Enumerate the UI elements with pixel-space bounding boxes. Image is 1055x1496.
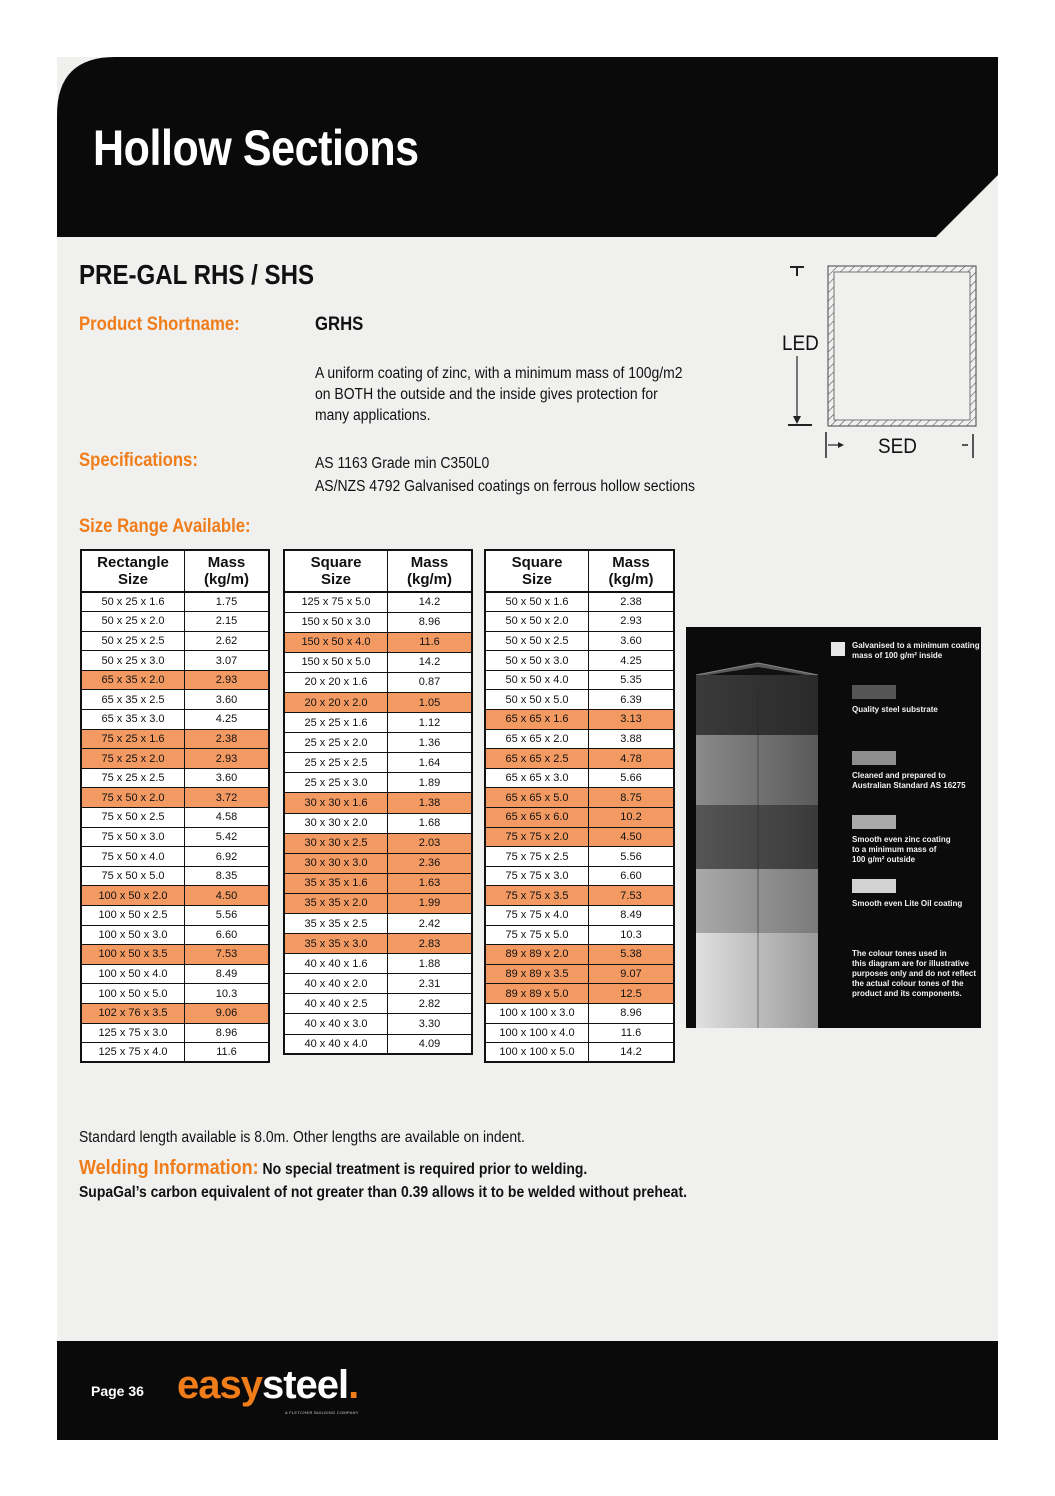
logo-tagline: A FLETCHER BUILDING COMPANY: [285, 1410, 359, 1415]
size-cell: 35 x 35 x 1.6: [284, 873, 388, 893]
shortname-label: Product Shortname:: [79, 314, 240, 335]
mass-cell: 3.60: [185, 768, 270, 788]
mass-cell: 3.60: [589, 631, 675, 651]
table-row: [81, 984, 269, 1004]
table-row: [485, 612, 674, 632]
mass-cell: 7.53: [185, 945, 270, 965]
table-row: [81, 612, 269, 632]
table-row: [485, 964, 674, 984]
note-line: product and its components.: [852, 989, 962, 998]
table-row: [284, 592, 472, 612]
mass-cell: 1.99: [388, 893, 473, 913]
mass-cell: 11.6: [185, 1043, 270, 1063]
size-cell: 65 x 35 x 2.0: [81, 670, 185, 690]
page-number: Page 36: [91, 1383, 144, 1399]
mass-cell: 1.75: [185, 592, 270, 612]
mass-cell: 0.87: [388, 672, 473, 692]
size-cell: 100 x 50 x 5.0: [81, 984, 185, 1004]
table-row: [81, 1023, 269, 1043]
col-header-size: Square Size: [485, 550, 589, 592]
mass-cell: 8.96: [388, 612, 473, 632]
table-row: [485, 906, 674, 926]
table-row: [81, 1043, 269, 1063]
size-range-label: Size Range Available:: [79, 516, 251, 537]
col-header-mass: Mass (kg/m): [185, 550, 270, 592]
table-row: [81, 964, 269, 984]
mass-cell: 9.07: [589, 964, 675, 984]
size-cell: 100 x 100 x 5.0: [485, 1043, 589, 1063]
mass-cell: 8.96: [185, 1023, 270, 1043]
note-line: Australian Standard AS 16275: [852, 781, 966, 790]
table-row: [485, 925, 674, 945]
square-size-table-1: [283, 549, 473, 1055]
size-cell: 35 x 35 x 3.0: [284, 934, 388, 954]
note-line: mass of 100 g/m² inside: [852, 651, 943, 660]
table-row: [485, 710, 674, 730]
welding-line-1: [79, 1157, 587, 1180]
size-cell: 35 x 35 x 2.0: [284, 893, 388, 913]
table-row: [485, 670, 674, 690]
size-cell: 75 x 75 x 5.0: [485, 925, 589, 945]
table-row: [284, 672, 472, 692]
table-row: [81, 788, 269, 808]
mass-cell: 12.5: [589, 984, 675, 1004]
table-row: [81, 925, 269, 945]
note-line: The colour tones used in: [852, 949, 947, 958]
table-row: [485, 945, 674, 965]
size-cell: 65 x 65 x 6.0: [485, 808, 589, 828]
size-cell: 75 x 50 x 2.5: [81, 808, 185, 828]
size-cell: 30 x 30 x 2.0: [284, 813, 388, 833]
welding-text-1: No special treatment is required prior to welding.: [258, 1161, 588, 1178]
mass-cell: 3.07: [185, 651, 270, 671]
table-row: [485, 690, 674, 710]
col-header-size: Rectangle Size: [81, 550, 185, 592]
table-row: [485, 749, 674, 769]
led-label: LED: [782, 332, 819, 355]
note-line: this diagram are for illustrative: [852, 959, 969, 968]
table-row: [485, 886, 674, 906]
mass-cell: 2.31: [388, 974, 473, 994]
mass-cell: 4.09: [388, 1034, 473, 1054]
mass-cell: 9.06: [185, 1003, 270, 1023]
mass-cell: 7.53: [589, 886, 675, 906]
footer-bar: [57, 1341, 998, 1440]
size-cell: 75 x 25 x 1.6: [81, 729, 185, 749]
mass-cell: 10.3: [589, 925, 675, 945]
mass-cell: 2.38: [589, 592, 675, 612]
mass-cell: 1.63: [388, 873, 473, 893]
size-cell: 25 x 25 x 1.6: [284, 713, 388, 733]
mass-cell: 2.36: [388, 853, 473, 873]
size-cell: 35 x 35 x 2.5: [284, 914, 388, 934]
document-page: [57, 57, 998, 1440]
mass-cell: 6.60: [185, 925, 270, 945]
size-cell: 50 x 25 x 3.0: [81, 651, 185, 671]
table-row: [284, 713, 472, 733]
logo-steel: steel: [261, 1363, 349, 1407]
table-row: [284, 1014, 472, 1034]
mass-cell: 1.68: [388, 813, 473, 833]
size-cell: 150 x 50 x 3.0: [284, 612, 388, 632]
size-cell: 75 x 50 x 4.0: [81, 847, 185, 867]
mass-cell: 5.35: [589, 670, 675, 690]
size-cell: 50 x 50 x 3.0: [485, 651, 589, 671]
shortname-value: GRHS: [315, 314, 364, 335]
note-inside-coating: [852, 641, 981, 661]
table-row: [485, 866, 674, 886]
logo-easy: easy: [177, 1363, 262, 1407]
mass-cell: 2.82: [388, 994, 473, 1014]
table-row: [284, 873, 472, 893]
mass-cell: 5.56: [185, 906, 270, 926]
note-cleaned: [852, 771, 981, 791]
note-zinc: [852, 835, 981, 865]
size-cell: 100 x 50 x 3.0: [81, 925, 185, 945]
note-disclaimer: [852, 949, 981, 999]
size-cell: 40 x 40 x 1.6: [284, 954, 388, 974]
table-row: [81, 729, 269, 749]
table-row: [81, 592, 269, 612]
table-row: [81, 670, 269, 690]
size-cell: 125 x 75 x 4.0: [81, 1043, 185, 1063]
note-line: to a minimum mass of: [852, 845, 937, 854]
easysteel-logo: [177, 1363, 358, 1408]
mass-cell: 5.42: [185, 827, 270, 847]
mass-cell: 5.56: [589, 847, 675, 867]
mass-cell: 1.12: [388, 713, 473, 733]
table-row: [81, 945, 269, 965]
mass-cell: 3.72: [185, 788, 270, 808]
size-cell: 50 x 50 x 2.5: [485, 631, 589, 651]
table-row: [485, 651, 674, 671]
size-cell: 65 x 65 x 2.0: [485, 729, 589, 749]
table-row: [81, 710, 269, 730]
table-row: [485, 847, 674, 867]
size-cell: 50 x 50 x 4.0: [485, 670, 589, 690]
swatch-oil: [852, 879, 896, 893]
size-cell: 100 x 50 x 4.0: [81, 964, 185, 984]
mass-cell: 8.49: [185, 964, 270, 984]
size-cell: 40 x 40 x 4.0: [284, 1034, 388, 1054]
specifications-label: Specifications:: [79, 450, 198, 471]
mass-cell: 8.75: [589, 788, 675, 808]
table-row: [81, 768, 269, 788]
size-cell: 89 x 89 x 2.0: [485, 945, 589, 965]
size-cell: 50 x 50 x 1.6: [485, 592, 589, 612]
table-row: [284, 652, 472, 672]
size-cell: 50 x 25 x 2.0: [81, 612, 185, 632]
mass-cell: 5.38: [589, 945, 675, 965]
mass-cell: 1.05: [388, 692, 473, 712]
size-cell: 102 x 76 x 3.5: [81, 1003, 185, 1023]
size-cell: 40 x 40 x 2.0: [284, 974, 388, 994]
table-row: [81, 749, 269, 769]
mass-cell: 1.64: [388, 753, 473, 773]
swatch-inside: [831, 642, 845, 656]
size-cell: 125 x 75 x 3.0: [81, 1023, 185, 1043]
mass-cell: 3.60: [185, 690, 270, 710]
table-row: [284, 793, 472, 813]
table-row: [81, 866, 269, 886]
table-row: [284, 753, 472, 773]
table-row: [284, 853, 472, 873]
sed-label: SED: [878, 435, 917, 458]
mass-cell: 1.36: [388, 733, 473, 753]
size-cell: 25 x 25 x 2.0: [284, 733, 388, 753]
table-row: [81, 1003, 269, 1023]
spec-line-1: AS 1163 Grade min C350L0: [315, 455, 490, 472]
mass-cell: 11.6: [589, 1023, 675, 1043]
size-cell: 30 x 30 x 1.6: [284, 793, 388, 813]
size-cell: 65 x 65 x 5.0: [485, 788, 589, 808]
size-cell: 89 x 89 x 5.0: [485, 984, 589, 1004]
mass-cell: 2.42: [388, 914, 473, 934]
logo-dot: .: [348, 1363, 359, 1407]
note-line: Smooth even zinc coating: [852, 835, 951, 844]
cross-section-drawing: [782, 262, 982, 462]
size-cell: 75 x 75 x 3.5: [485, 886, 589, 906]
size-cell: 100 x 50 x 2.5: [81, 906, 185, 926]
mass-cell: 3.30: [388, 1014, 473, 1034]
table-row: [284, 692, 472, 712]
note-line: Galvanised to a minimum coating: [852, 641, 980, 650]
table-row: [284, 612, 472, 632]
mass-cell: 10.2: [589, 808, 675, 828]
size-cell: 20 x 20 x 1.6: [284, 672, 388, 692]
size-cell: 75 x 75 x 2.5: [485, 847, 589, 867]
table-row: [284, 733, 472, 753]
size-cell: 125 x 75 x 5.0: [284, 592, 388, 612]
size-cell: 100 x 100 x 4.0: [485, 1023, 589, 1043]
table-row: [485, 729, 674, 749]
mass-cell: 6.60: [589, 866, 675, 886]
table-row: [284, 893, 472, 913]
mass-cell: 2.83: [388, 934, 473, 954]
size-cell: 50 x 50 x 2.0: [485, 612, 589, 632]
size-cell: 40 x 40 x 3.0: [284, 1014, 388, 1034]
product-heading: PRE-GAL RHS / SHS: [79, 259, 315, 290]
welding-text-2: SupaGal’s carbon equivalent of not greater than 0.39 allows it to be welded without preheat.: [79, 1184, 687, 1201]
page-title: Hollow Sections: [93, 120, 419, 176]
table-row: [485, 631, 674, 651]
size-cell: 75 x 25 x 2.5: [81, 768, 185, 788]
mass-cell: 1.38: [388, 793, 473, 813]
table-row: [284, 773, 472, 793]
size-cell: 30 x 30 x 2.5: [284, 833, 388, 853]
mass-cell: 14.2: [388, 592, 473, 612]
table-row: [485, 1043, 674, 1063]
table-row: [284, 632, 472, 652]
mass-cell: 5.66: [589, 768, 675, 788]
mass-cell: 2.93: [185, 749, 270, 769]
table-row: [284, 954, 472, 974]
size-cell: 50 x 25 x 1.6: [81, 592, 185, 612]
note-oil: Smooth even Lite Oil coating: [852, 899, 963, 908]
table-row: [485, 984, 674, 1004]
mass-cell: 4.58: [185, 808, 270, 828]
mass-cell: 3.13: [589, 710, 675, 730]
spec-line-2: AS/NZS 4792 Galvanised coatings on ferrous hollow sections: [315, 478, 695, 495]
mass-cell: 4.25: [589, 651, 675, 671]
mass-cell: 8.49: [589, 906, 675, 926]
note-line: 100 g/m² outside: [852, 855, 916, 864]
table-row: [81, 886, 269, 906]
mass-cell: 2.03: [388, 833, 473, 853]
mass-cell: 2.62: [185, 631, 270, 651]
size-cell: 150 x 50 x 5.0: [284, 652, 388, 672]
product-description: A uniform coating of zinc, with a minimum mass of 100g/m2 on BOTH the outside and the inside gives protection for many applications.: [315, 365, 683, 424]
mass-cell: 8.96: [589, 1003, 675, 1023]
size-cell: 65 x 65 x 2.5: [485, 749, 589, 769]
mass-cell: 6.39: [589, 690, 675, 710]
mass-cell: 1.89: [388, 773, 473, 793]
table-row: [284, 833, 472, 853]
mass-cell: 6.92: [185, 847, 270, 867]
col-header-mass: Mass (kg/m): [589, 550, 675, 592]
welding-label: Welding Information:: [79, 1157, 259, 1179]
mass-cell: 14.2: [589, 1043, 675, 1063]
size-cell: 65 x 65 x 3.0: [485, 768, 589, 788]
size-cell: 40 x 40 x 2.5: [284, 994, 388, 1014]
header-banner: [57, 57, 998, 237]
swatch-cleaned: [852, 751, 896, 765]
mass-cell: 4.78: [589, 749, 675, 769]
size-cell: 65 x 35 x 2.5: [81, 690, 185, 710]
table-row: [81, 651, 269, 671]
mass-cell: 4.50: [185, 886, 270, 906]
square-size-table-2: [484, 549, 675, 1063]
mass-cell: 2.15: [185, 612, 270, 632]
mass-cell: 2.38: [185, 729, 270, 749]
size-cell: 150 x 50 x 4.0: [284, 632, 388, 652]
size-cell: 65 x 65 x 1.6: [485, 710, 589, 730]
note-substrate: Quality steel substrate: [852, 705, 938, 714]
col-header-size: Square Size: [284, 550, 388, 592]
table-row: [81, 808, 269, 828]
col-header-mass: Mass (kg/m): [388, 550, 473, 592]
size-cell: 20 x 20 x 2.0: [284, 692, 388, 712]
table-row: [284, 813, 472, 833]
cross-section-diagram: [782, 262, 982, 462]
size-cell: 65 x 35 x 3.0: [81, 710, 185, 730]
mass-cell: 14.2: [388, 652, 473, 672]
size-cell: 75 x 75 x 4.0: [485, 906, 589, 926]
size-cell: 75 x 50 x 3.0: [81, 827, 185, 847]
standard-length-note: Standard length available is 8.0m. Other lengths are available on indent.: [79, 1129, 525, 1146]
size-cell: 25 x 25 x 3.0: [284, 773, 388, 793]
mass-cell: 2.93: [589, 612, 675, 632]
table-row: [485, 768, 674, 788]
mass-cell: 3.88: [589, 729, 675, 749]
size-cell: 75 x 50 x 2.0: [81, 788, 185, 808]
coating-illustration: [686, 627, 981, 1028]
mass-cell: 10.3: [185, 984, 270, 1004]
table-row: [485, 808, 674, 828]
size-cell: 100 x 50 x 3.5: [81, 945, 185, 965]
table-row: [81, 847, 269, 867]
size-cell: 89 x 89 x 3.5: [485, 964, 589, 984]
size-cell: 75 x 75 x 2.0: [485, 827, 589, 847]
mass-cell: 4.25: [185, 710, 270, 730]
mass-cell: 11.6: [388, 632, 473, 652]
table-row: [485, 592, 674, 612]
note-line: Cleaned and prepared to: [852, 771, 946, 780]
size-cell: 75 x 75 x 3.0: [485, 866, 589, 886]
swatch-substrate: [852, 685, 896, 699]
table-row: [284, 994, 472, 1014]
table-row: [485, 827, 674, 847]
note-line: purposes only and do not reflect: [852, 969, 977, 978]
table-row: [284, 914, 472, 934]
table-row: [284, 974, 472, 994]
table-row: [81, 690, 269, 710]
size-cell: 50 x 50 x 5.0: [485, 690, 589, 710]
tube-render: [686, 627, 826, 1028]
mass-cell: 4.50: [589, 827, 675, 847]
size-cell: 50 x 25 x 2.5: [81, 631, 185, 651]
size-cell: 30 x 30 x 3.0: [284, 853, 388, 873]
table-row: [81, 906, 269, 926]
size-cell: 100 x 100 x 3.0: [485, 1003, 589, 1023]
swatch-zinc: [852, 815, 896, 829]
mass-cell: 1.88: [388, 954, 473, 974]
table-row: [485, 1003, 674, 1023]
mass-cell: 8.35: [185, 866, 270, 886]
table-row: [81, 827, 269, 847]
table-row: [485, 1023, 674, 1043]
table-row: [284, 1034, 472, 1054]
size-cell: 75 x 25 x 2.0: [81, 749, 185, 769]
mass-cell: 2.93: [185, 670, 270, 690]
table-row: [81, 631, 269, 651]
size-cell: 25 x 25 x 2.5: [284, 753, 388, 773]
note-line: the actual colour tones of the: [852, 979, 964, 988]
table-row: [284, 934, 472, 954]
table-row: [485, 788, 674, 808]
size-cell: 100 x 50 x 2.0: [81, 886, 185, 906]
size-cell: 75 x 50 x 5.0: [81, 866, 185, 886]
rectangle-size-table: [80, 549, 270, 1063]
